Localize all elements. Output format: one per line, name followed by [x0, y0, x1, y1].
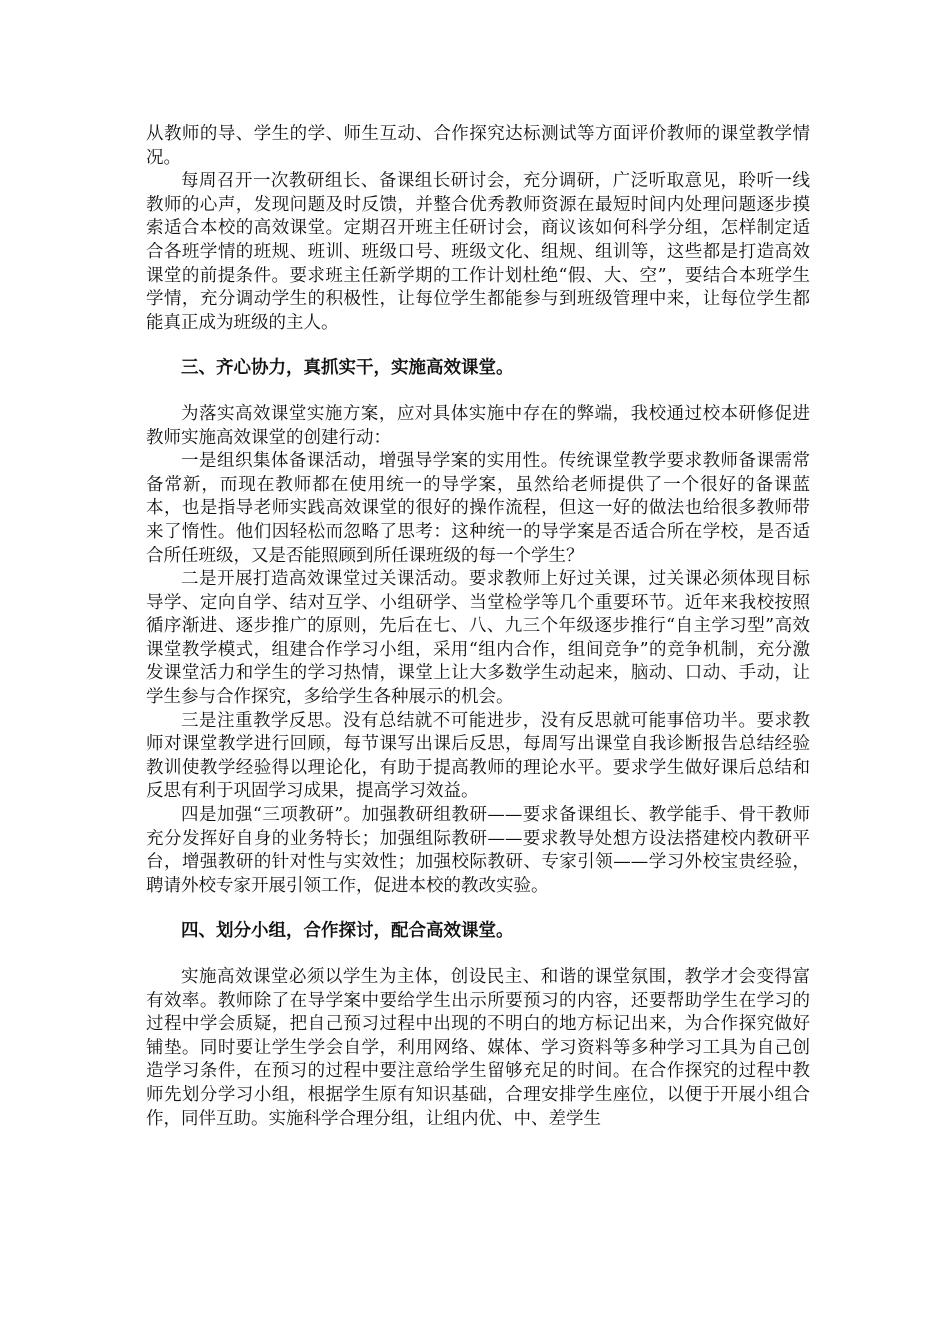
paragraph-collective-lesson-prep: 一是组织集体备课活动，增强导学案的实用性。传统课堂教学要求教师备课需常备常新，而现在教师都在使用统一的导学案，虽然给老师提供了一个很好的备课蓝本，也是指导老师实践高效课堂的很好的操作流程，但这一好的做法也给很多教师带来了惰性。他们因轻松而忽略了思考：这种统一的导学案是否适合所在学校，是否适合所任班级，又是否能照顾到所任课班级的每一个学生？ — [146, 451, 810, 566]
paragraph-three-research: 四是加强“三项教研”。加强教研组教研——要求备课组长、教学能手、骨干教师充分发挥好自身的业务特长；加强组际教研——要求教导处想方设法搭建校内教研平台，增强教研的针对性与实效性；加强校际教研、专家引领——学习外校宝贵经验，聘请外校专家开展引领工作，促进本校的教改实验。 — [146, 805, 810, 896]
paragraph-group-division: 实施高效课堂必须以学生为主体，创设民主、和谐的课堂氛围，教学才会变得富有效率。教师除了在导学案中要给学生出示所要预习的内容，还要帮助学生在学习的过程中学会质疑，把自己预习过程中出现的不明白的地方标记出来，为合作探究做好铺垫。同时要让学生学会自学，利用网络、媒体、学习资料等多种学习工具为自己创造学习条件，在预习的过程中要注意给学生留够充足的时间。在合作探究的过程中教师先划分学习小组，根据学生原有知识基础，合理安排学生座位，以便于开展小组合作，同伴互助。实施科学合理分组，让组内优、中、差学生 — [146, 967, 810, 1129]
paragraph-evaluation: 从教师的导、学生的学、师生互动、合作探究达标测试等方面评价教师的课堂教学情况。 — [146, 124, 810, 168]
section-heading-3: 三、齐心协力，真抓实干，实施高效课堂。 — [181, 358, 514, 379]
paragraph-pass-lesson: 二是开展打造高效课堂过关课活动。要求教师上好过关课，过关课必须体现目标导学、定向自学、结对互学、小组研学、当堂检学等几个重要环节。近年来我校按照循序渐进、逐步推广的原则，先后在七、八、九三个年级逐步推行“自主学习型”高效课堂教学模式，组建合作学习小组，采用“组内合作，组间竞争”的竞争机制，充分激发课堂活力和学生的学习热情，课堂上让大多数学生动起来，脑动、口动、手动，让学生参与合作探究，多给学生各种展示的机会。 — [146, 569, 810, 708]
paragraph-teaching-reflection: 三是注重教学反思。没有总结就不可能进步，没有反思就可能事倍功半。要求教师对课堂教学进行回顾，每节课写出课后反思，每周写出课堂自我诊断报告总结经验教训使教学经验得以理论化，有助于提高教师的理论水平。要求学生做好课后总结和反思有利于巩固学习成果，提高学习效益。 — [146, 710, 810, 802]
section-heading-4: 四、划分小组，合作探讨，配合高效课堂。 — [181, 921, 514, 942]
paragraph-implementation-intro: 为落实高效课堂实施方案，应对具体实施中存在的弊端，我校通过校本研修促进教师实施高效课堂的创建行动： — [146, 403, 810, 448]
document-page — [146, 123, 810, 1131]
paragraph-weekly-meeting: 每周召开一次教研组长、备课组长研讨会，充分调研，广泛听取意见，聆听一线教师的心声，发现问题及时反馈，并整合优秀教师资源在最短时间内处理问题逐步摸索适合本校的高效课堂。定期召开班主任研讨会，商议该如何科学分组，怎样制定适合各班学情的班规、班训、班级口号、班级文化、组规、组训等，这些都是打造高效课堂的前提条件。要求班主任新学期的工作计划杜绝“假、大、空”，要结合本班学生学情，充分调动学生的积极性，让每位学生都能参与到班级管理中来，让每位学生都能真正成为班级的主人。 — [146, 171, 810, 333]
